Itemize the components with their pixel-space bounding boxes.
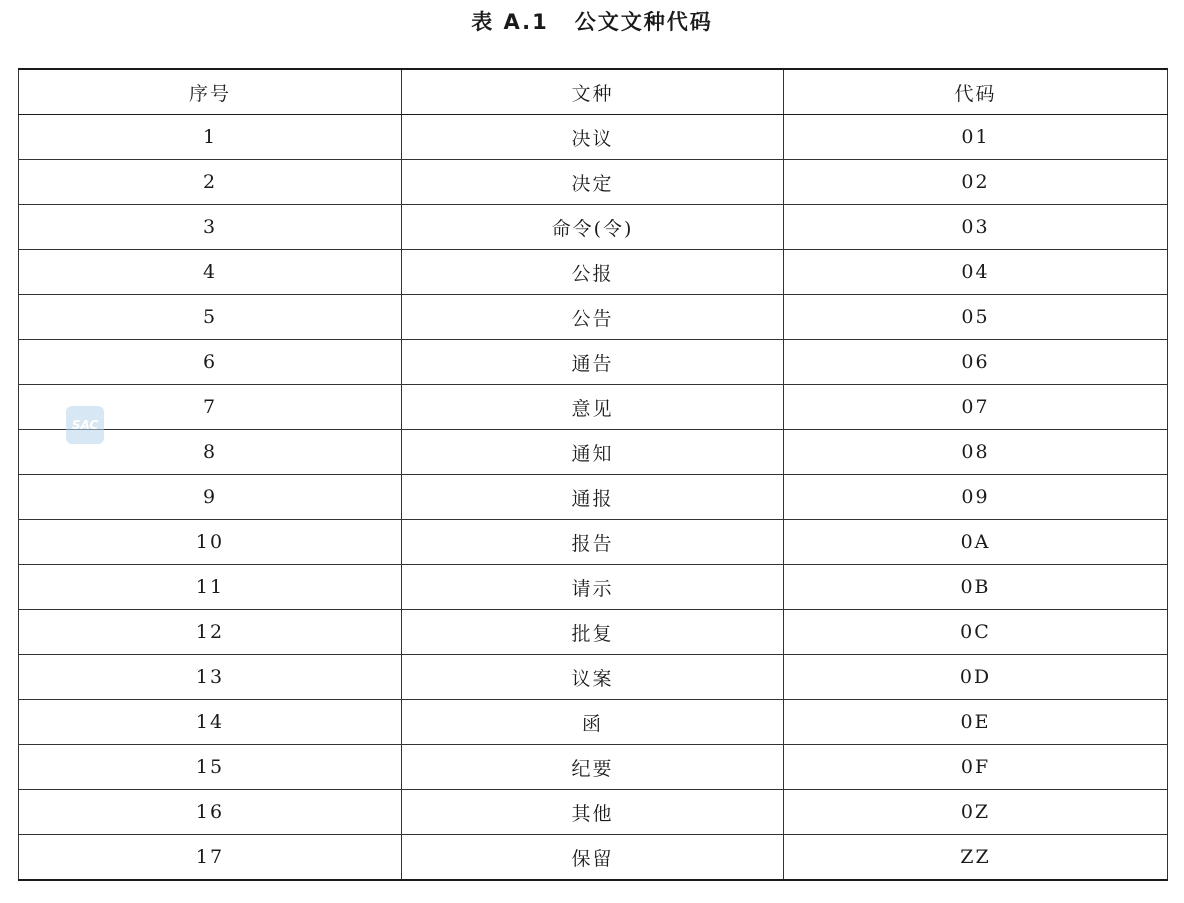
cell-serial-number: 1: [19, 115, 402, 160]
table-row: [19, 655, 1168, 700]
watermark-text: SAC: [71, 418, 99, 432]
table-row: [19, 475, 1168, 520]
document-type-code-table: [18, 68, 1168, 881]
cell-document-type: 纪要: [402, 745, 784, 790]
table-row: [19, 700, 1168, 745]
cell-serial-number: 17: [19, 835, 402, 881]
cell-document-type: 通知: [402, 430, 784, 475]
cell-serial-number: 5: [19, 295, 402, 340]
cell-code: ZZ: [784, 835, 1168, 881]
cell-serial-number: 14: [19, 700, 402, 745]
table-row: [19, 565, 1168, 610]
table-number: 表 A.1: [471, 10, 549, 34]
cell-code: 02: [784, 160, 1168, 205]
cell-code: 0F: [784, 745, 1168, 790]
cell-document-type: 意见: [402, 385, 784, 430]
cell-document-type: 函: [402, 700, 784, 745]
table-row: [19, 835, 1168, 881]
table-row: [19, 745, 1168, 790]
table-header-row: [19, 69, 1168, 115]
cell-code: 04: [784, 250, 1168, 295]
cell-serial-number: 6: [19, 340, 402, 385]
cell-document-type: 议案: [402, 655, 784, 700]
cell-code: 0A: [784, 520, 1168, 565]
cell-code: 06: [784, 340, 1168, 385]
cell-code: 05: [784, 295, 1168, 340]
cell-code: 0B: [784, 565, 1168, 610]
table-row: [19, 790, 1168, 835]
cell-document-type: 通报: [402, 475, 784, 520]
cell-serial-number: 3: [19, 205, 402, 250]
cell-code: 07: [784, 385, 1168, 430]
cell-document-type: 决议: [402, 115, 784, 160]
cell-serial-number: 15: [19, 745, 402, 790]
cell-code: 03: [784, 205, 1168, 250]
cell-document-type: 请示: [402, 565, 784, 610]
table-row: [19, 430, 1168, 475]
cell-document-type: 通告: [402, 340, 784, 385]
table-row: [19, 340, 1168, 385]
cell-serial-number: 10: [19, 520, 402, 565]
cell-serial-number: 4: [19, 250, 402, 295]
table-row: [19, 160, 1168, 205]
table-caption: [0, 6, 1184, 38]
cell-serial-number: 2: [19, 160, 402, 205]
cell-document-type: 命令(令): [402, 205, 784, 250]
cell-code: 0E: [784, 700, 1168, 745]
cell-serial-number: 8: [19, 430, 402, 475]
sac-watermark-logo: [66, 406, 104, 444]
table-row: [19, 610, 1168, 655]
cell-document-type: 保留: [402, 835, 784, 881]
cell-serial-number: 16: [19, 790, 402, 835]
cell-serial-number: 13: [19, 655, 402, 700]
cell-serial-number: 7: [19, 385, 402, 430]
cell-code: 01: [784, 115, 1168, 160]
cell-document-type: 报告: [402, 520, 784, 565]
cell-document-type: 其他: [402, 790, 784, 835]
cell-code: 0Z: [784, 790, 1168, 835]
cell-document-type: 决定: [402, 160, 784, 205]
table-row: [19, 520, 1168, 565]
table-row: [19, 385, 1168, 430]
cell-serial-number: 12: [19, 610, 402, 655]
cell-document-type: 公告: [402, 295, 784, 340]
cell-code: 08: [784, 430, 1168, 475]
cell-code: 0D: [784, 655, 1168, 700]
cell-code: 09: [784, 475, 1168, 520]
cell-document-type: 公报: [402, 250, 784, 295]
header-code: 代码: [784, 69, 1168, 115]
header-serial-number: 序号: [19, 69, 402, 115]
table-row: [19, 205, 1168, 250]
header-document-type: 文种: [402, 69, 784, 115]
cell-serial-number: 9: [19, 475, 402, 520]
table-row: [19, 115, 1168, 160]
table-row: [19, 295, 1168, 340]
cell-document-type: 批复: [402, 610, 784, 655]
table-title: 公文文种代码: [574, 10, 713, 34]
cell-code: 0C: [784, 610, 1168, 655]
table-row: [19, 250, 1168, 295]
cell-serial-number: 11: [19, 565, 402, 610]
